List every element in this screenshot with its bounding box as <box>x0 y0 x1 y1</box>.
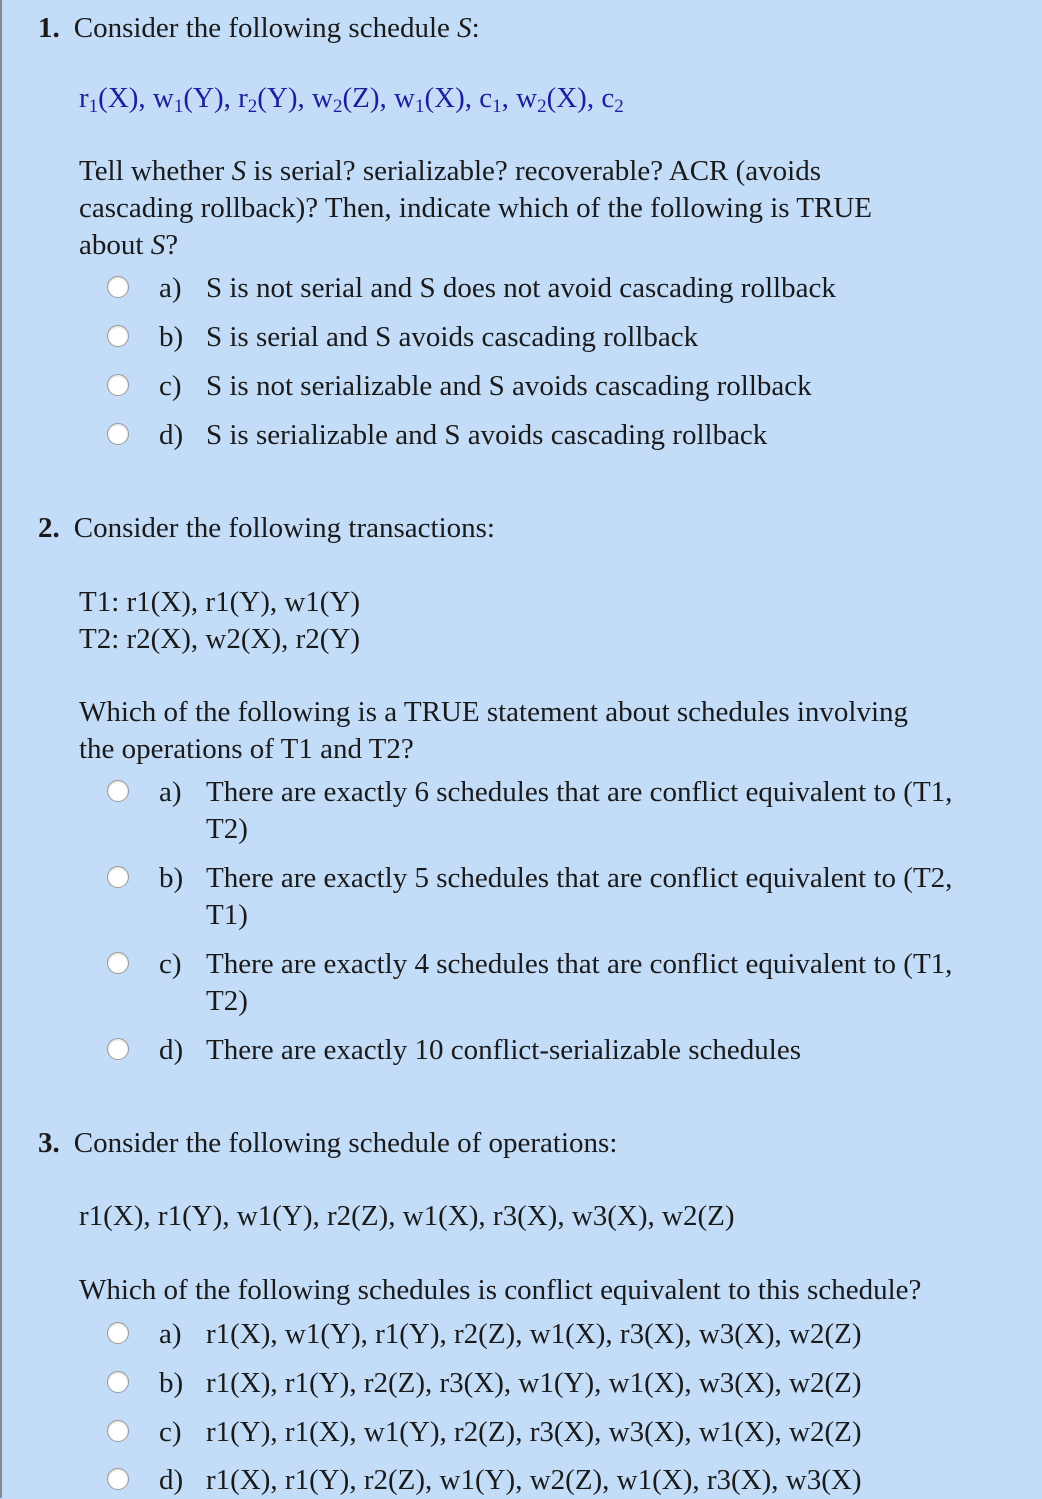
question-1-header <box>38 10 1032 46</box>
transaction-t1: T1: r1(X), r1(Y), w1(Y) <box>79 586 361 618</box>
question-2-prompt: Consider the following transactions: <box>73 512 495 544</box>
question-2-body: Which of the following is a TRUE statement about schedules involving the operations of T1 and T2? <box>79 696 909 765</box>
left-border <box>0 0 2 1498</box>
radio-button[interactable] <box>107 1038 129 1060</box>
radio-button[interactable] <box>107 1420 129 1442</box>
question-2-number: 2. <box>38 512 60 544</box>
radio-button[interactable] <box>107 1322 129 1344</box>
radio-button[interactable] <box>107 866 129 888</box>
radio-button[interactable] <box>107 374 129 396</box>
transaction-t2: T2: r2(X), w2(X), r2(Y) <box>79 623 361 655</box>
radio-button[interactable] <box>107 952 129 974</box>
question-2-transactions <box>79 584 360 658</box>
radio-button[interactable] <box>107 276 129 298</box>
radio-button[interactable] <box>107 325 129 347</box>
radio-button[interactable] <box>107 423 129 445</box>
question-3-body: Which of the following schedules is conflict equivalent to this schedule? <box>79 1274 922 1306</box>
question-3-header <box>38 1125 1032 1161</box>
question-1-body: Tell whether S is serial? serializable? recoverable? ACR (avoids cascading rollback)? Then, indicate which of the following is TRUE about S? <box>79 155 872 261</box>
question-1-number: 1. <box>38 12 60 44</box>
question-3-number: 3. <box>38 1127 60 1159</box>
question-1-prompt: Consider the following schedule S: <box>73 12 480 44</box>
radio-button[interactable] <box>107 1371 129 1393</box>
question-1-schedule: $r_1(X)$, $w_1(Y)$, $r_2(Y)$, $w_2(Z)$, $w_1(X)$, $c_1$, $w_2(X)$, $c_2$ <box>79 82 624 117</box>
question-3-schedule: r1(X), r1(Y), w1(Y), r2(Z), w1(X), r3(X), w3(X), w2(Z) <box>79 1200 735 1232</box>
question-3-prompt: Consider the following schedule of operations: <box>73 1127 618 1159</box>
question-2-header <box>38 510 1032 546</box>
radio-button[interactable] <box>107 1468 129 1490</box>
radio-button[interactable] <box>107 780 129 802</box>
